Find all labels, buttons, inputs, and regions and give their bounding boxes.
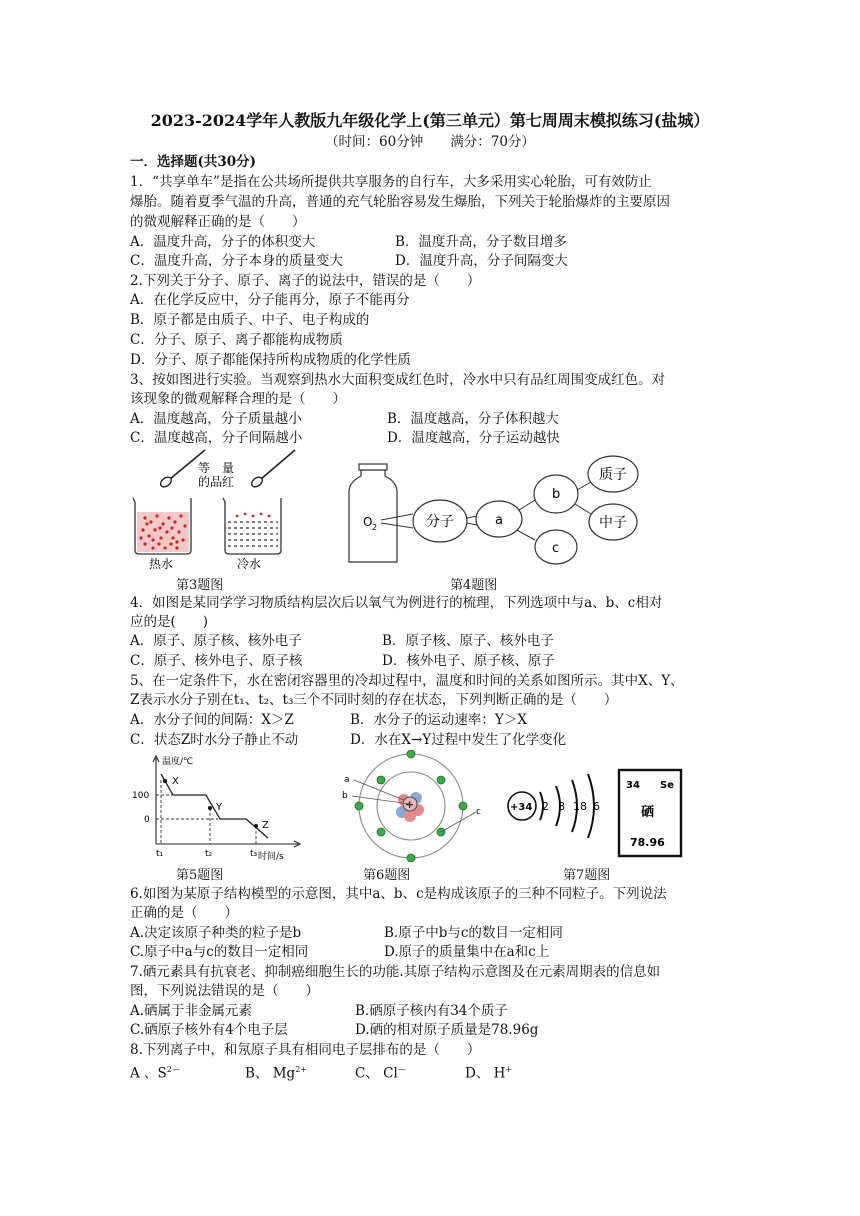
figure-3-caption: 第3题图 [176,578,224,593]
q6-option-a: A.决定该原子种类的粒子是b [130,925,302,941]
q6-stem-line2: 正确的是（ ） [130,905,238,921]
q8-stem: 8.下列离子中，和氖原子具有相同电子层排布的是（ ） [130,1042,481,1058]
q2-option-a: A．在化学反应中，分子能再分，原子不能再分 [130,292,410,308]
q8-option-c [355,1061,406,1083]
fig5-label-x: X [172,776,179,787]
fig5-label-y: Y [216,802,223,813]
q4-option-b: B．原子核、原子、核外电子 [382,633,554,649]
q8-option-a [130,1061,180,1083]
q8-option-b [245,1061,307,1083]
svg-text:+: + [405,798,415,811]
fig3-label-equal: 等 量 [198,461,235,475]
q8-option-a-text: A 、S [130,1065,167,1082]
point-y [208,806,212,810]
q5-option-a: A．水分子间的间隔：X＞Z [130,712,294,728]
fig5-y0: 0 [144,815,150,825]
fig5-ylabel: 温度/℃ [162,757,194,767]
q1-stem-line1: 1．“共享单车”是指在公共场所提供共享服务的自行车，大多采用实心轮胎，可有效防止 [130,174,652,190]
q8-option-c-charge: — [397,1065,406,1074]
q7-option-a: A.硒属于非金属元素 [130,1003,253,1019]
spoon-right-handle [261,450,295,479]
point-z [254,824,258,828]
q6-option-b: B.原子中b与c的数目一定相同 [384,925,563,941]
atomic-number: 34 [626,780,640,791]
fig3-label-pinhong: 的品红 [198,475,235,489]
q7-option-d: D.硒的相对原子质量是78.96g [355,1022,539,1038]
q3-option-d: D．温度越高，分子运动越快 [387,430,560,446]
q2-stem: 2.下列关于分子、原子、离子的说法中，错误的是（ ） [130,273,481,289]
q7-stem-line1: 7.硒元素具有抗衰老、抑制癌细胞生长的功能.其原子结构示意图及在元素周期表的信息如 [130,964,661,980]
fig5-axes [153,756,300,847]
q7-option-c: C.硒原子核外有4个电子层 [130,1022,288,1038]
q4-option-d: D．核外电子、原子核、原子 [382,653,555,669]
q4-option-a: A．原子、原子核、核外电子 [130,633,302,649]
q5-option-c: C．状态Z时水分子静止不动 [130,732,299,748]
figure-4-caption: 第4题图 [450,578,498,593]
node-b-label: b [552,487,561,502]
q3-stem-line1: 3、按如图进行实验。当观察到热水大面积变成红色时，冷水中只有品红周围变成红色。对 [130,372,666,388]
nucleus [396,792,424,822]
cold-water-dye [236,513,271,518]
figure-4-structure-diagram [345,452,645,570]
q1-option-d: D．温度升高，分子间隔变大 [395,253,568,269]
q8-option-d [465,1061,512,1083]
q4-stem-line1: 4．如图是某同学学习物质结构层次后以氧气为例进行的梳理，下列选项中与a、b、c相对 [130,595,663,611]
q2-option-b: B．原子都是由质子、中子、电子构成的 [130,312,370,328]
q8-option-d-charge: + [505,1065,513,1074]
node-molecule-label: 分子 [426,514,454,530]
fig5-xlabel: 时间/s [258,852,284,862]
figure-6-caption: 第6题图 [363,868,411,883]
fig6-label-c: c [476,807,481,817]
q3-option-a: A．温度越高，分子质量越小 [130,411,302,427]
node-c-label: c [552,541,560,556]
bottle-stopper [359,464,387,470]
q1-stem-line3: 的微观解释正确的是（ ） [130,214,306,230]
q2-option-c: C．分子、原子、离子都能构成物质 [130,332,343,348]
q5-stem-line2: Z表示水分子别在t₁、t₂、t₃三个不同时刻的存在状态，下列判断正确的是（ ） [130,692,618,708]
fig5-label-z: Z [262,820,269,831]
q5-option-b: B．水分子的运动速率：Y＞X [350,712,527,728]
q1-option-c: C．温度升高，分子本身的质量变大 [130,253,343,269]
q4-option-c: C．原子、核外电子、原子核 [130,653,303,669]
element-symbol: Se [660,780,674,791]
q3-option-c: C．温度越高，分子间隔越小 [130,430,303,446]
q5-option-d: D．水在X→Y过程中发生了化学变化 [350,732,567,748]
fig5-guides [156,780,256,844]
fig5-y100: 100 [132,791,150,801]
q8-option-a-charge: 2— [166,1065,180,1074]
bottle-label-sub: 2 [372,523,378,532]
hot-water-label: 热水 [149,557,174,571]
q3-option-b: B．温度越高，分子体积越大 [387,411,559,427]
page-subtitle: （时间：60分钟 满分：70分） [325,134,535,150]
page-title: 2023-2024学年人教版九年级化学上(第三单元）第七周周末模拟练习(盐城） [150,111,710,130]
q6-option-d: D.原子的质量集中在a和c上 [384,944,550,960]
shell-2: 8 [558,800,565,813]
node-neutron-label: 中子 [599,515,627,531]
cold-water-label: 冷水 [237,557,262,571]
node-a-label: a [495,513,503,528]
figure-5-cooling-graph [128,752,308,864]
q8-option-d-text: D、 H [465,1065,506,1082]
fig6-label-b: b [342,791,348,801]
figure-7-selenium [500,762,690,862]
selenium-nucleus-charge: +34 [510,802,533,813]
fig6-label-a: a [344,775,350,785]
section-heading: 一．选择题(共30分) [130,154,257,170]
fig5-t2: t₂ [205,849,213,859]
q4-stem-line2: 应的是( ) [130,614,209,630]
element-name: 硒 [641,805,655,820]
q3-stem-line2: 该现象的微观解释合理的是（ ） [130,391,346,407]
q8-option-b-charge: 2+ [295,1065,307,1074]
point-x [163,779,167,783]
fig5-t1: t₁ [156,849,164,859]
q1-stem-line2: 爆胎。随着夏季气温的升高，普通的充气轮胎容易发生爆胎，下列关于轮胎爆炸的主要原因 [130,194,670,210]
figure-3-beakers [125,448,315,573]
q5-stem-line1: 5、在一定条件下，水在密闭容器里的冷却过程中，温度和时间的关系如图所示。其中X、Y、 [130,673,684,689]
shell-4: 6 [593,800,600,813]
shell-3: 18 [573,800,587,813]
node-proton-label: 质子 [599,467,627,483]
bottle-label-o: O [363,515,373,529]
q7-stem-line2: 图，下列说法错误的是（ ） [130,983,319,999]
fig5-t3: t₃ [250,849,258,859]
figure-5-caption: 第5题图 [176,868,224,883]
q1-option-a: A．温度升高，分子的体积变大 [130,234,316,250]
cold-water-lines [228,522,278,546]
q1-option-b: B．温度升高，分子数目增多 [395,234,567,250]
figure-7-caption: 第7题图 [563,868,611,883]
q7-option-b: B.硒原子核内有34个质子 [355,1003,508,1019]
q6-option-c: C.原子中a与c的数目一定相同 [130,944,309,960]
q2-option-d: D．分子、原子都能保持所构成物质的化学性质 [130,352,411,368]
shell-1: 2 [542,800,549,813]
figure-6-atom-model [338,750,486,862]
oxygen-bottle-icon [349,470,397,562]
q8-option-b-text: B、 Mg [245,1065,296,1082]
q8-option-c-text: C、 Cl [355,1065,398,1082]
atomic-mass: 78.96 [630,836,665,849]
q6-stem-line1: 6.如图为某原子结构模型的示意图，其中a、b、c是构成该原子的三种不同粒子。下列说法 [130,886,667,902]
